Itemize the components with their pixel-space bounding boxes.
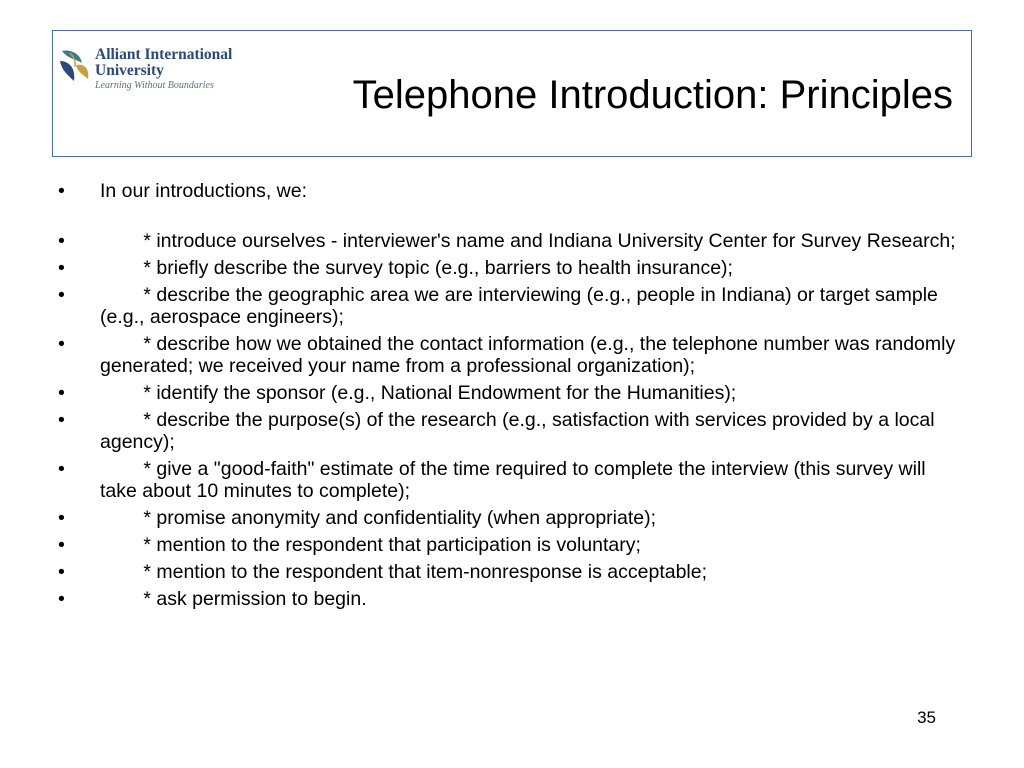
bullet-item	[58, 561, 958, 583]
logo-tagline: Learning Without Boundaries	[95, 80, 214, 91]
slide-header	[52, 30, 972, 157]
bullet-item	[58, 230, 958, 252]
bullet-item	[58, 588, 958, 610]
bullet-item	[58, 180, 958, 202]
bullet-dot: •	[58, 561, 65, 583]
bullet-item	[58, 507, 958, 529]
bullet-item	[58, 257, 958, 279]
bullet-dot: •	[58, 180, 65, 202]
bullet-text: * identify the sponsor (e.g., National Endowment for the Humanities);	[100, 382, 737, 404]
university-logo	[58, 45, 248, 95]
bullet-list	[58, 180, 961, 615]
bullet-text: * briefly describe the survey topic (e.g., barriers to health insurance);	[100, 257, 733, 279]
bullet-item	[58, 458, 958, 502]
bullet-dot: •	[58, 230, 65, 252]
bullet-text: In our introductions, we:	[100, 180, 308, 202]
bullet-text: * describe how we obtained the contact information (e.g., the telephone number was randomly generated; we received your name from a professional organization);	[100, 333, 961, 377]
logo-mark-icon	[58, 47, 92, 85]
slide-title: Telephone Introduction: Principles	[352, 73, 953, 117]
logo-text	[95, 47, 232, 92]
bullet-dot: •	[58, 458, 65, 480]
bullet-text: * ask permission to begin.	[100, 588, 367, 610]
bullet-dot: •	[58, 257, 65, 279]
bullet-item	[58, 409, 958, 453]
bullet-dot: •	[58, 588, 65, 610]
bullet-text: * describe the purpose(s) of the research (e.g., satisfaction with services provided by a local agency);	[100, 409, 940, 453]
bullet-item	[58, 333, 961, 377]
bullet-dot: •	[58, 333, 65, 355]
logo-line2: University	[95, 62, 164, 79]
bullet-item	[58, 534, 958, 556]
bullet-dot: •	[58, 534, 65, 556]
bullet-text: * mention to the respondent that participation is voluntary;	[100, 534, 641, 556]
bullet-text: * describe the geographic area we are interviewing (e.g., people in Indiana) or target sample (e.g., aerospace engineers);	[100, 284, 944, 328]
bullet-dot: •	[58, 382, 65, 404]
bullet-item	[58, 284, 958, 328]
bullet-dot: •	[58, 409, 65, 431]
bullet-text: * mention to the respondent that item-nonresponse is acceptable;	[100, 561, 708, 583]
bullet-text: * give a "good-faith" estimate of the time required to complete the interview (this survey will take about 10 minutes to complete);	[100, 458, 932, 502]
bullet-dot: •	[58, 284, 65, 306]
logo-line1: Alliant International	[95, 46, 233, 63]
bullet-text: * introduce ourselves - interviewer's name and Indiana University Center for Survey Research;	[100, 230, 956, 252]
bullet-text: * promise anonymity and confidentiality (when appropriate);	[100, 507, 657, 529]
bullet-item	[58, 382, 958, 404]
bullet-dot: •	[58, 507, 65, 529]
page-number: 35	[917, 708, 936, 727]
